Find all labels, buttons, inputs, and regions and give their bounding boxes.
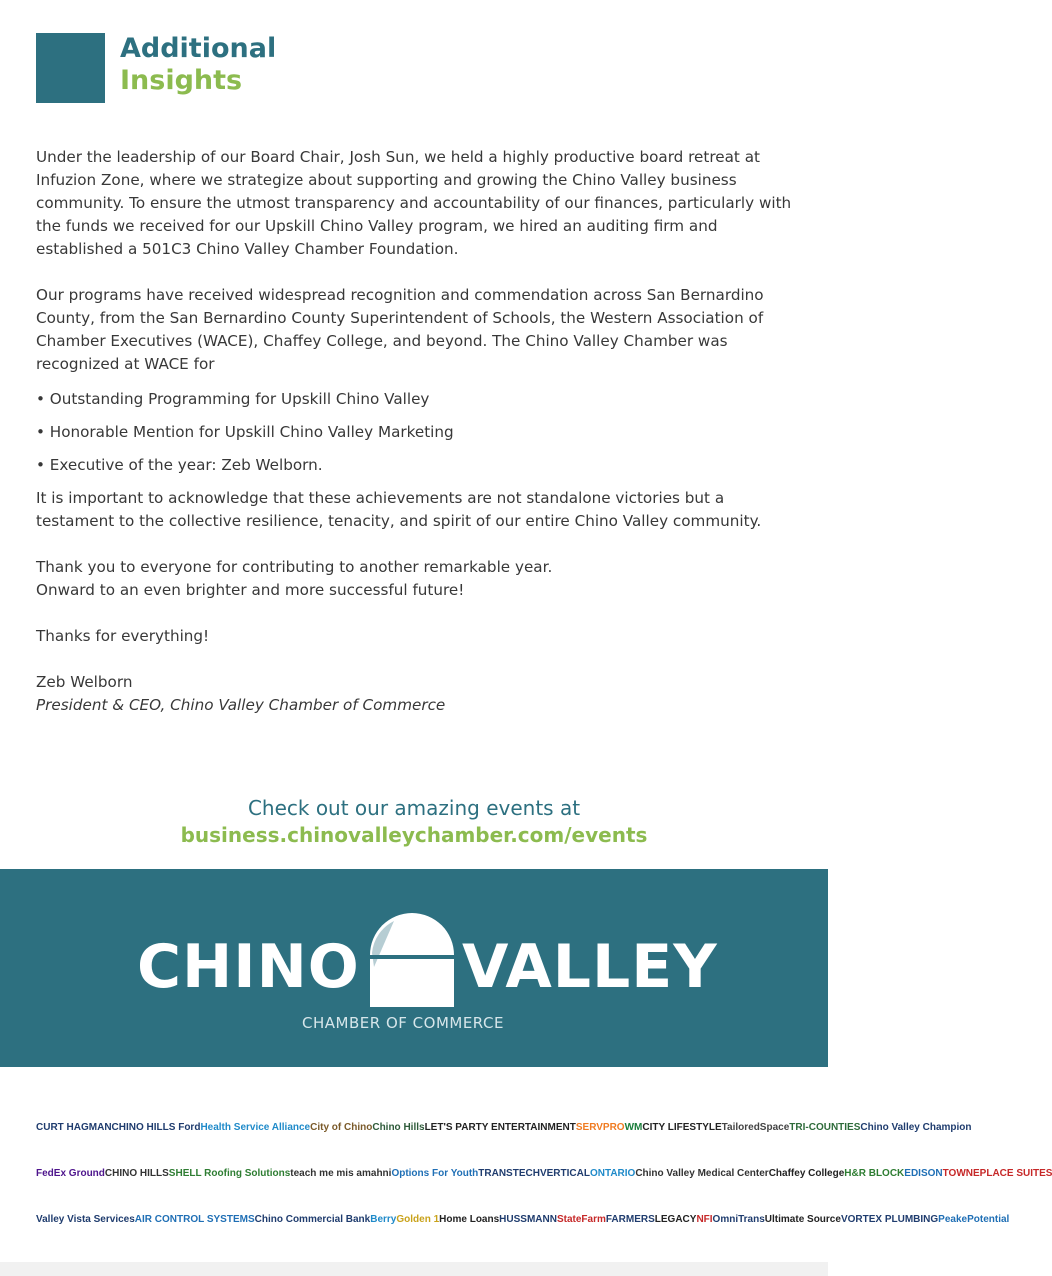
paragraph-thanks xyxy=(36,556,796,602)
sponsor-logo: CITY LIFESTYLE xyxy=(642,1121,722,1133)
sponsor-logo: FARMERS xyxy=(605,1213,655,1225)
sponsor-logo: FedEx Ground xyxy=(36,1167,105,1179)
sponsor-logo: Chaffey College xyxy=(768,1167,845,1179)
sponsor-logo: Home Loans xyxy=(439,1213,500,1225)
header-accent-square xyxy=(36,33,105,103)
signature-title: President & CEO, Chino Valley Chamber of Commerce xyxy=(36,696,446,714)
chamber-banner xyxy=(0,869,828,1067)
award-item: • Executive of the year: Zeb Welborn. xyxy=(36,456,323,474)
thanks-line-2: Onward to an even brighter and more successful future! xyxy=(36,581,465,599)
sponsor-logo: AIR CONTROL SYSTEMS xyxy=(134,1213,255,1225)
page-title xyxy=(120,33,276,97)
title-line-2: Insights xyxy=(120,65,243,96)
closing-line: Thanks for everything! xyxy=(36,627,210,645)
sponsor-logo: PeakePotential xyxy=(938,1213,1010,1225)
sponsor-logo: TRI-COUNTIES xyxy=(789,1121,861,1133)
sponsor-logo: EDISON xyxy=(904,1167,943,1179)
sponsor-row xyxy=(36,1196,1010,1242)
arch-logo-icon xyxy=(364,907,460,1007)
sponsor-logo: SHELL Roofing Solutions xyxy=(168,1167,291,1179)
sponsor-logo: VERTICAL xyxy=(539,1167,590,1179)
sponsor-logo: TRANSTECH xyxy=(478,1167,540,1179)
sponsor-logo: LEGACY xyxy=(654,1213,697,1225)
sponsor-row xyxy=(36,1150,1052,1196)
logo-subtitle: CHAMBER OF COMMERCE xyxy=(302,1014,504,1032)
award-item: • Honorable Mention for Upskill Chino Valley Marketing xyxy=(36,423,454,441)
bottom-strip xyxy=(0,1262,828,1276)
sponsor-logo: H&R BLOCK xyxy=(844,1167,905,1179)
sponsor-logo: Options For Youth xyxy=(391,1167,479,1179)
sponsor-logos xyxy=(36,1104,1052,1244)
sponsor-logo: Chino Valley Champion xyxy=(860,1121,972,1133)
events-link[interactable]: business.chinovalleychamber.com/events xyxy=(180,823,648,847)
sponsor-row xyxy=(36,1104,972,1150)
sponsor-logo: Chino Hills xyxy=(372,1121,425,1133)
sponsor-logo: TOWNEPLACE SUITES xyxy=(942,1167,1052,1179)
award-list xyxy=(36,388,796,477)
sponsor-logo: TailoredSpace xyxy=(721,1121,790,1133)
paragraph-retreat: Under the leadership of our Board Chair, Josh Sun, we held a highly productive board retreat at Infuzion Zone, where we strategize about supporting and growing the Chino Valley business community. To ensure the utmost transparency and accountability of our finances, particularly with the funds we received for our Upskill Chino Valley program, we hired an auditing firm and established a 501C3 Chino Valley Chamber Foundation. xyxy=(36,148,792,258)
sponsor-logo: teach me mis amahni xyxy=(290,1167,392,1179)
sponsor-logo: City of Chino xyxy=(310,1121,373,1133)
sponsor-logo: Health Service Alliance xyxy=(200,1121,311,1133)
sponsor-logo: ONTARIO xyxy=(589,1167,636,1179)
paragraph-recognition: Our programs have received widespread recognition and commendation across San Bernardino County, from the San Bernardino County Superintendent of Schools, the Western Association of Chamber Executives (WACE), Chaffey College, and beyond. The Chino Valley Chamber was recognized at WACE for xyxy=(36,286,764,373)
thanks-line-1: Thank you to everyone for contributing to another remarkable year. xyxy=(36,558,553,576)
paragraph-acknowledge: It is important to acknowledge that these achievements are not standalone victories but a testament to the collective resilience, tenacity, and spirit of our entire Chino Valley community. xyxy=(36,489,762,530)
sponsor-logo: HUSSMANN xyxy=(499,1213,557,1225)
logo-word-valley: VALLEY xyxy=(462,932,718,1002)
sponsor-logo: Valley Vista Services xyxy=(36,1213,135,1225)
signature-name: Zeb Welborn xyxy=(36,673,133,691)
events-callout xyxy=(0,795,828,849)
sponsor-logo: WM xyxy=(624,1121,643,1133)
signature xyxy=(36,671,796,717)
title-line-1: Additional xyxy=(120,33,277,64)
events-text: Check out our amazing events at xyxy=(247,796,581,820)
sponsor-logo: CHINO HILLS Ford xyxy=(111,1121,201,1133)
sponsor-logo: OmniTrans xyxy=(712,1213,765,1225)
sponsor-logo: Golden 1 xyxy=(396,1213,440,1225)
sponsor-logo: CHINO HILLS xyxy=(104,1167,169,1179)
logo-word-chino: CHINO xyxy=(137,932,360,1002)
sponsor-logo: Chino Valley Medical Center xyxy=(635,1167,769,1179)
sponsor-logo: NFI xyxy=(696,1213,713,1225)
sponsor-logo: SERVPRO xyxy=(575,1121,625,1133)
sponsor-logo: StateFarm xyxy=(556,1213,606,1225)
sponsor-logo: CURT HAGMAN xyxy=(36,1121,112,1133)
sponsor-logo: LET'S PARTY ENTERTAINMENT xyxy=(424,1121,576,1133)
sponsor-logo: Chino Commercial Bank xyxy=(254,1213,371,1225)
sponsor-logo: VORTEX PLUMBING xyxy=(840,1213,939,1225)
sponsor-logo: Ultimate Source xyxy=(764,1213,841,1225)
award-item: • Outstanding Programming for Upskill Chino Valley xyxy=(36,390,430,408)
sponsor-logo: Berry xyxy=(370,1213,397,1225)
letter-body xyxy=(36,146,796,740)
